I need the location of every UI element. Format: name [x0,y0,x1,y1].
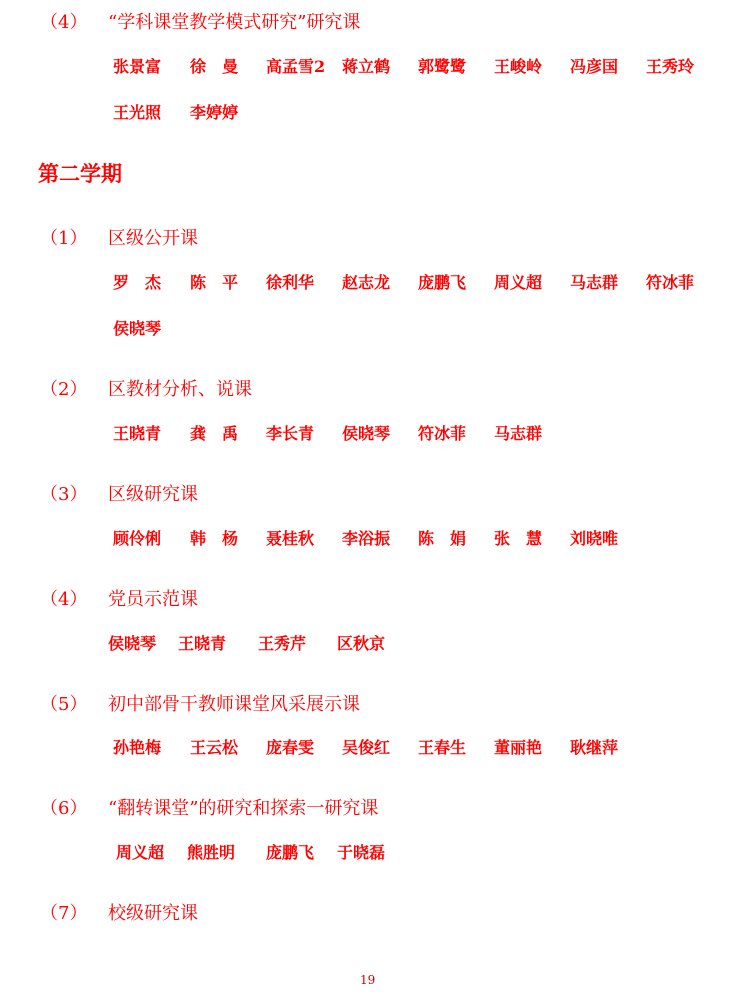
section-title: 区级公开课 [108,228,198,249]
teacher-name: 高孟雪2 [266,57,326,76]
teacher-name: 王云松 [190,738,239,757]
teacher-name: 耿继萍 [570,738,619,757]
semester-heading: 第二学期 [38,161,122,186]
section-number: （3） [40,484,88,505]
teacher-name: 冯彦国 [570,57,619,76]
teacher-name: 罗 杰 [113,273,162,292]
teacher-name: 于晓磊 [337,843,386,862]
teacher-name: 熊胜明 [187,843,236,862]
section-number: （1） [40,228,88,249]
page-number: 19 [360,973,376,987]
teacher-name: 徐利华 [266,273,315,292]
teacher-name: 符冰菲 [646,273,695,292]
teacher-name: 王峻岭 [494,57,543,76]
teacher-name: 李长青 [266,424,315,443]
section-title: 初中部骨干教师课堂风采展示课 [108,694,360,715]
section-number: （5） [40,694,88,715]
teacher-name: 庞鹏飞 [418,273,467,292]
teacher-name: 庞鹏飞 [266,843,315,862]
section-number: （4） [40,589,88,610]
teacher-name: 韩 杨 [190,529,239,548]
teacher-name: 刘晓唯 [570,529,619,548]
section-title: 区级研究课 [108,484,198,505]
teacher-name: 陈 娟 [418,529,467,548]
teacher-name: 马志群 [570,273,619,292]
teacher-name: 侯晓琴 [108,634,157,653]
teacher-name: 聂桂秋 [266,529,315,548]
section-title: “翻转课堂”的研究和探索一研究课 [108,798,379,819]
teacher-name: 王春生 [418,738,467,757]
section-number: （7） [40,903,88,924]
teacher-name: 马志群 [494,424,543,443]
teacher-name: 董丽艳 [494,738,543,757]
teacher-name: 庞春雯 [266,738,315,757]
section-title: 区教材分析、说课 [108,379,252,400]
teacher-name: 蒋立鹤 [342,57,391,76]
teacher-name: 吴俊红 [342,738,391,757]
teacher-name: 王晓青 [178,634,227,653]
teacher-name: 周义超 [494,273,543,292]
teacher-name: 符冰菲 [418,424,467,443]
teacher-name: 侯晓琴 [342,424,391,443]
teacher-name: 赵志龙 [342,273,391,292]
teacher-name: 郭鹭鹭 [418,57,467,76]
teacher-name: 周义超 [116,843,165,862]
teacher-name: 侯晓琴 [113,319,162,338]
section-number: （6） [40,798,88,819]
teacher-name: 孙艳梅 [113,738,162,757]
section-number: （2） [40,379,88,400]
section-title: 党员示范课 [108,589,198,610]
teacher-name: 王秀玲 [646,57,695,76]
teacher-name: 李婷婷 [190,103,239,122]
teacher-name: 王光照 [113,103,162,122]
teacher-name: 陈 平 [190,273,239,292]
teacher-name: 徐 曼 [190,57,239,76]
section-title: 校级研究课 [108,903,198,924]
teacher-name: 李浴振 [342,529,391,548]
teacher-name: 龚 禹 [190,424,239,443]
teacher-name: 张 慧 [494,529,543,548]
teacher-name: 王晓青 [113,424,162,443]
section-number: （4） [40,12,88,33]
teacher-name: 张景富 [113,57,162,76]
teacher-name: 顾伶俐 [113,529,162,548]
teacher-name: 区秋京 [337,634,386,653]
teacher-name: 王秀芹 [258,634,307,653]
section-title: “学科课堂教学模式研究”研究课 [108,12,361,33]
